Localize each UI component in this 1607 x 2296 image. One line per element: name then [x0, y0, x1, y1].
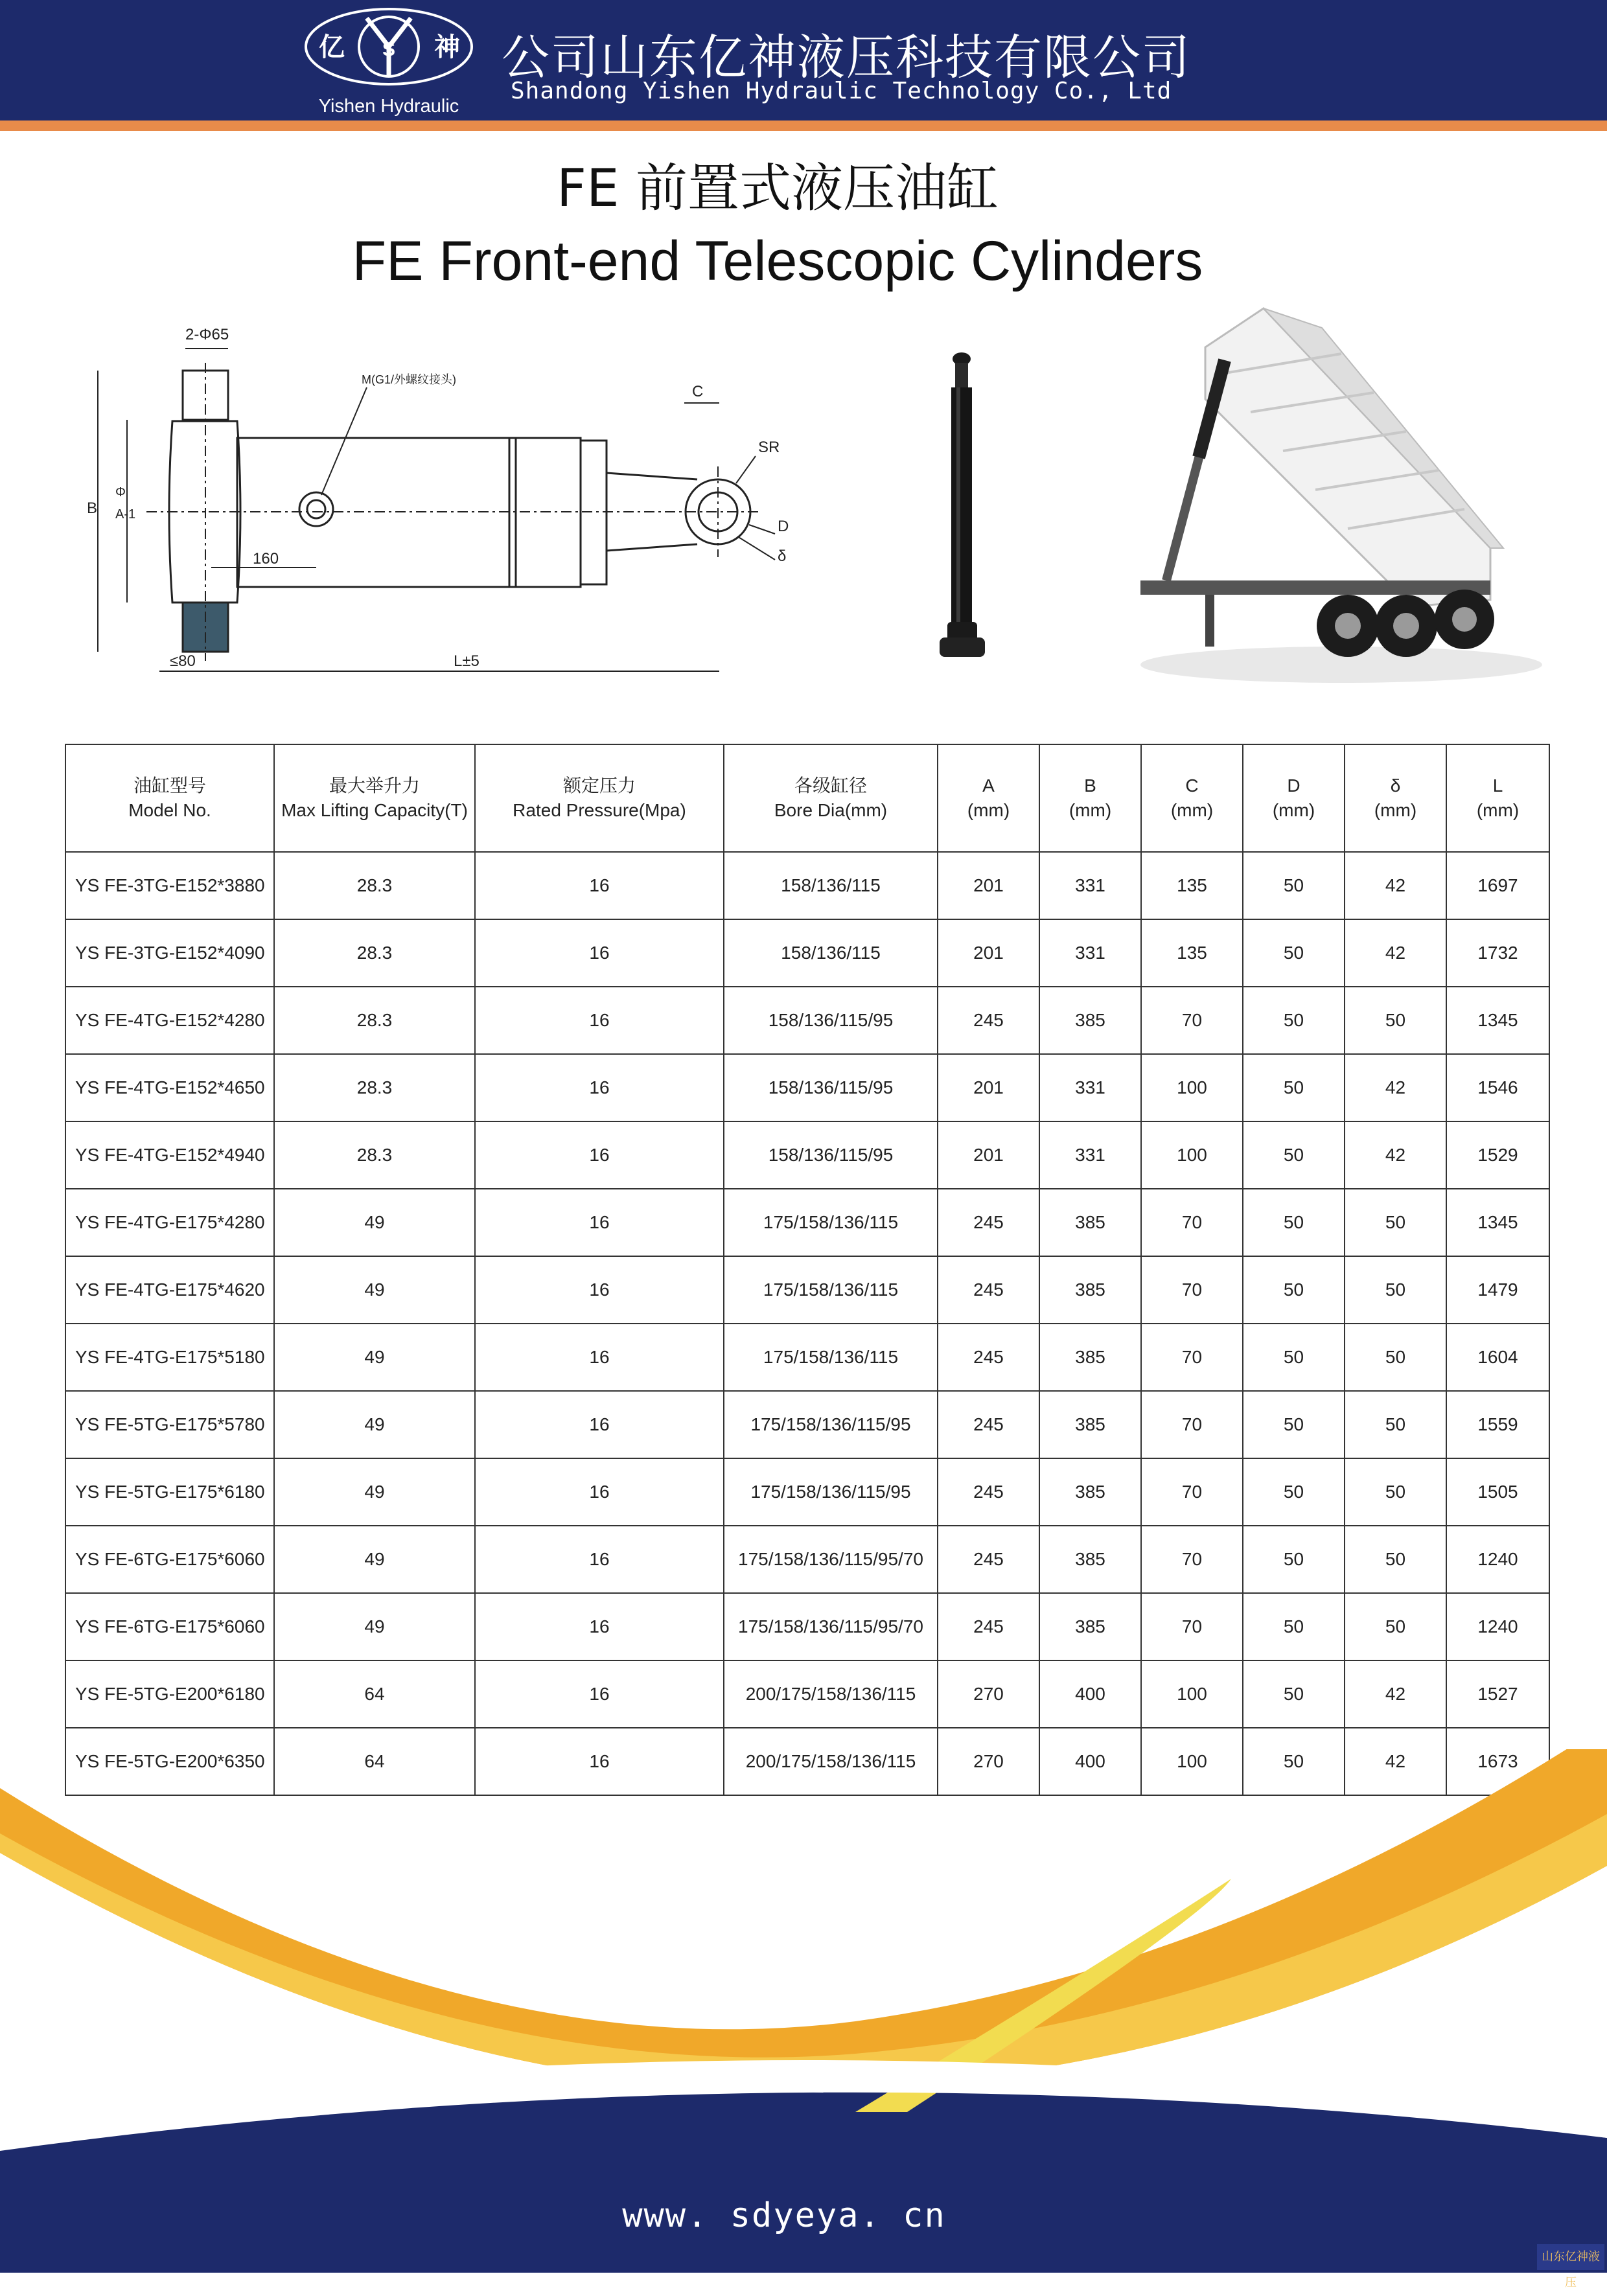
table-cell: 1505	[1446, 1458, 1549, 1526]
column-header-capacity: 最大举升力 Max Lifting Capacity(T)	[274, 744, 475, 852]
table-cell: 201	[938, 1121, 1039, 1189]
table-cell: 1546	[1446, 1054, 1549, 1121]
table-cell: 50	[1243, 1660, 1345, 1728]
logo-caption: Yishen Hydraulic	[318, 96, 459, 117]
table-cell: 16	[475, 1189, 724, 1256]
table-cell: 50	[1345, 1256, 1446, 1324]
table-cell: 158/136/115/95	[724, 987, 938, 1054]
table-cell: 50	[1243, 1391, 1345, 1458]
column-header-bore: 各级缸径 Bore Dia(mm)	[724, 744, 938, 852]
model-cell: YS FE-5TG-E200*6350	[65, 1728, 274, 1795]
logo-emblem-icon	[303, 4, 474, 95]
header-accent-stripe	[0, 121, 1607, 131]
table-cell: 50	[1345, 1593, 1446, 1660]
table-cell: 28.3	[274, 1121, 475, 1189]
table-cell: 49	[274, 1593, 475, 1660]
table-cell: 100	[1141, 1121, 1243, 1189]
table-cell: 200/175/158/136/115	[724, 1728, 938, 1795]
table-cell: 135	[1141, 919, 1243, 987]
table-cell: 70	[1141, 1593, 1243, 1660]
column-header-d: D (mm)	[1243, 744, 1345, 852]
table-row	[65, 1526, 1549, 1593]
table-cell: 50	[1345, 987, 1446, 1054]
table-cell: 175/158/136/115/95	[724, 1458, 938, 1526]
table-cell: 175/158/136/115/95	[724, 1391, 938, 1458]
model-cell: YS FE-3TG-E152*4090	[65, 919, 274, 987]
table-cell: 245	[938, 1526, 1039, 1593]
table-cell: 1240	[1446, 1526, 1549, 1593]
header-band	[0, 0, 1607, 121]
table-cell: 28.3	[274, 919, 475, 987]
table-body	[65, 852, 1549, 1795]
table-cell: 50	[1243, 1324, 1345, 1391]
svg-text:C: C	[692, 383, 704, 400]
technical-drawing	[62, 311, 840, 693]
table-cell: 49	[274, 1256, 475, 1324]
table-cell: 28.3	[274, 852, 475, 919]
table-cell: 28.3	[274, 987, 475, 1054]
table-cell: 1697	[1446, 852, 1549, 919]
table-header-row	[65, 744, 1549, 852]
table-cell: 70	[1141, 987, 1243, 1054]
table-cell: 245	[938, 1593, 1039, 1660]
table-cell: 70	[1141, 1324, 1243, 1391]
model-cell: YS FE-6TG-E175*6060	[65, 1526, 274, 1593]
table-cell: 50	[1243, 1189, 1345, 1256]
table-row	[65, 1189, 1549, 1256]
column-header-model: 油缸型号 Model No.	[65, 744, 274, 852]
model-cell: YS FE-4TG-E175*4280	[65, 1189, 274, 1256]
table-cell: 42	[1345, 1054, 1446, 1121]
svg-text:M(G1/外螺纹接头): M(G1/外螺纹接头)	[362, 373, 456, 386]
table-row	[65, 1256, 1549, 1324]
table-cell: 245	[938, 1391, 1039, 1458]
cylinder-photo	[927, 350, 991, 667]
table-cell: 175/158/136/115/95/70	[724, 1593, 938, 1660]
table-cell: 50	[1243, 1458, 1345, 1526]
table-cell: 385	[1039, 1189, 1141, 1256]
table-cell: 385	[1039, 1593, 1141, 1660]
table-cell: 16	[475, 1324, 724, 1391]
table-row	[65, 1660, 1549, 1728]
page-title-en: FE Front-end Telescopic Cylinders	[352, 230, 1203, 292]
svg-text:亿: 亿	[319, 32, 345, 62]
table-cell: 50	[1345, 1391, 1446, 1458]
table-cell: 175/158/136/115	[724, 1189, 938, 1256]
watermark: 山东亿神液压	[1537, 2244, 1604, 2270]
table-cell: 64	[274, 1728, 475, 1795]
column-header-a: A (mm)	[938, 744, 1039, 852]
table-cell: 245	[938, 1189, 1039, 1256]
table-cell: 1527	[1446, 1660, 1549, 1728]
model-cell: YS FE-5TG-E200*6180	[65, 1660, 274, 1728]
table-cell: 50	[1243, 1054, 1345, 1121]
table-cell: 270	[938, 1728, 1039, 1795]
table-cell: 42	[1345, 1728, 1446, 1795]
table-cell: 49	[274, 1189, 475, 1256]
svg-text:≤80: ≤80	[170, 652, 196, 670]
table-row	[65, 1121, 1549, 1189]
table-cell: 42	[1345, 1121, 1446, 1189]
table-cell: 270	[938, 1660, 1039, 1728]
model-cell: YS FE-3TG-E152*3880	[65, 852, 274, 919]
table-row	[65, 919, 1549, 987]
column-header-b: B (mm)	[1039, 744, 1141, 852]
table-cell: 158/136/115/95	[724, 1054, 938, 1121]
table-cell: 245	[938, 987, 1039, 1054]
table-cell: 16	[475, 1121, 724, 1189]
svg-text:Φ: Φ	[115, 485, 126, 499]
column-header-l: L (mm)	[1446, 744, 1549, 852]
table-cell: 100	[1141, 1054, 1243, 1121]
svg-text:D: D	[778, 518, 789, 535]
table-cell: 70	[1141, 1391, 1243, 1458]
table-cell: 245	[938, 1256, 1039, 1324]
spec-table	[65, 744, 1550, 1796]
model-cell: YS FE-4TG-E152*4280	[65, 987, 274, 1054]
table-cell: 158/136/115	[724, 919, 938, 987]
table-cell: 50	[1243, 1526, 1345, 1593]
table-cell: 400	[1039, 1728, 1141, 1795]
table-cell: 50	[1345, 1458, 1446, 1526]
model-cell: YS FE-6TG-E175*6060	[65, 1593, 274, 1660]
table-cell: 50	[1243, 919, 1345, 987]
svg-text:A-1: A-1	[115, 507, 136, 522]
table-cell: 16	[475, 1391, 724, 1458]
table-cell: 175/158/136/115	[724, 1324, 938, 1391]
table-row	[65, 1593, 1549, 1660]
table-cell: 385	[1039, 1391, 1141, 1458]
table-cell: 175/158/136/115	[724, 1256, 938, 1324]
svg-text:2-Φ65: 2-Φ65	[185, 326, 229, 343]
svg-text:L±5: L±5	[454, 652, 480, 670]
table-row	[65, 1324, 1549, 1391]
table-cell: 16	[475, 987, 724, 1054]
table-cell: 42	[1345, 852, 1446, 919]
company-name-en: Shandong Yishen Hydraulic Technology Co., Ltd	[511, 78, 1172, 104]
table-cell: 385	[1039, 987, 1141, 1054]
table-cell: 100	[1141, 1660, 1243, 1728]
table-cell: 49	[274, 1324, 475, 1391]
table-cell: 1732	[1446, 919, 1549, 987]
company-logo	[303, 4, 474, 117]
table-cell: 42	[1345, 919, 1446, 987]
table-cell: 50	[1243, 987, 1345, 1054]
svg-text:神: 神	[434, 32, 460, 62]
table-cell: 158/136/115/95	[724, 1121, 938, 1189]
table-cell: 70	[1141, 1189, 1243, 1256]
table-cell: 64	[274, 1660, 475, 1728]
table-cell: 16	[475, 1054, 724, 1121]
table-row	[65, 852, 1549, 919]
bottom-wave-decoration	[0, 1749, 1607, 2273]
model-cell: YS FE-4TG-E175*4620	[65, 1256, 274, 1324]
model-cell: YS FE-4TG-E152*4650	[65, 1054, 274, 1121]
table-cell: 16	[475, 1458, 724, 1526]
model-cell: YS FE-4TG-E175*5180	[65, 1324, 274, 1391]
svg-text:B: B	[87, 499, 98, 517]
table-cell: 16	[475, 1660, 724, 1728]
page-title-cn: FE 前置式液压油缸	[557, 158, 999, 218]
table-cell: 385	[1039, 1324, 1141, 1391]
model-cell: YS FE-5TG-E175*6180	[65, 1458, 274, 1526]
table-cell: 50	[1243, 1593, 1345, 1660]
table-cell: 16	[475, 1728, 724, 1795]
table-cell: 42	[1345, 1660, 1446, 1728]
table-cell: 1479	[1446, 1256, 1549, 1324]
table-cell: 50	[1345, 1526, 1446, 1593]
table-cell: 50	[1243, 1121, 1345, 1189]
table-cell: 100	[1141, 1728, 1243, 1795]
model-cell: YS FE-5TG-E175*5780	[65, 1391, 274, 1458]
table-cell: 28.3	[274, 1054, 475, 1121]
table-cell: 16	[475, 1526, 724, 1593]
table-cell: 50	[1243, 1256, 1345, 1324]
table-cell: 70	[1141, 1256, 1243, 1324]
column-header-delta: δ (mm)	[1345, 744, 1446, 852]
table-cell: 201	[938, 1054, 1039, 1121]
table-cell: 385	[1039, 1256, 1141, 1324]
column-header-c: C (mm)	[1141, 744, 1243, 852]
company-name-cn: 公司山东亿神液压科技有限公司	[502, 30, 1191, 86]
table-cell: 1240	[1446, 1593, 1549, 1660]
table-cell: 50	[1345, 1324, 1446, 1391]
table-cell: 16	[475, 852, 724, 919]
table-cell: 201	[938, 852, 1039, 919]
table-cell: 135	[1141, 852, 1243, 919]
table-cell: 49	[274, 1526, 475, 1593]
model-cell: YS FE-4TG-E152*4940	[65, 1121, 274, 1189]
table-cell: 245	[938, 1324, 1039, 1391]
table-cell: 49	[274, 1458, 475, 1526]
table-cell: 331	[1039, 852, 1141, 919]
table-cell: 385	[1039, 1526, 1141, 1593]
table-row	[65, 1458, 1549, 1526]
svg-text:160: 160	[253, 550, 279, 568]
table-cell: 1604	[1446, 1324, 1549, 1391]
table-cell: 385	[1039, 1458, 1141, 1526]
table-cell: 1529	[1446, 1121, 1549, 1189]
table-cell: 50	[1243, 852, 1345, 919]
table-row	[65, 987, 1549, 1054]
table-cell: 1345	[1446, 987, 1549, 1054]
table-cell: 50	[1345, 1189, 1446, 1256]
website-url: www. sdyeya. cn	[622, 2196, 946, 2235]
svg-text:SR: SR	[758, 439, 780, 456]
dump-trailer-photo	[1127, 302, 1549, 691]
table-cell: 16	[475, 1256, 724, 1324]
table-cell: 50	[1243, 1728, 1345, 1795]
table-cell: 49	[274, 1391, 475, 1458]
table-row	[65, 1391, 1549, 1458]
table-cell: 331	[1039, 919, 1141, 987]
svg-text:S: S	[382, 39, 396, 60]
table-cell: 400	[1039, 1660, 1141, 1728]
table-cell: 200/175/158/136/115	[724, 1660, 938, 1728]
table-cell: 70	[1141, 1458, 1243, 1526]
table-cell: 175/158/136/115/95/70	[724, 1526, 938, 1593]
column-header-pressure: 额定压力 Rated Pressure(Mpa)	[475, 744, 724, 852]
svg-text:δ: δ	[778, 547, 787, 565]
table-cell: 245	[938, 1458, 1039, 1526]
table-cell: 70	[1141, 1526, 1243, 1593]
table-row	[65, 1054, 1549, 1121]
table-cell: 1673	[1446, 1728, 1549, 1795]
table-cell: 158/136/115	[724, 852, 938, 919]
table-cell: 16	[475, 919, 724, 987]
table-cell: 331	[1039, 1054, 1141, 1121]
table-cell: 201	[938, 919, 1039, 987]
table-cell: 1559	[1446, 1391, 1549, 1458]
table-cell: 1345	[1446, 1189, 1549, 1256]
table-cell: 331	[1039, 1121, 1141, 1189]
table-cell: 16	[475, 1593, 724, 1660]
